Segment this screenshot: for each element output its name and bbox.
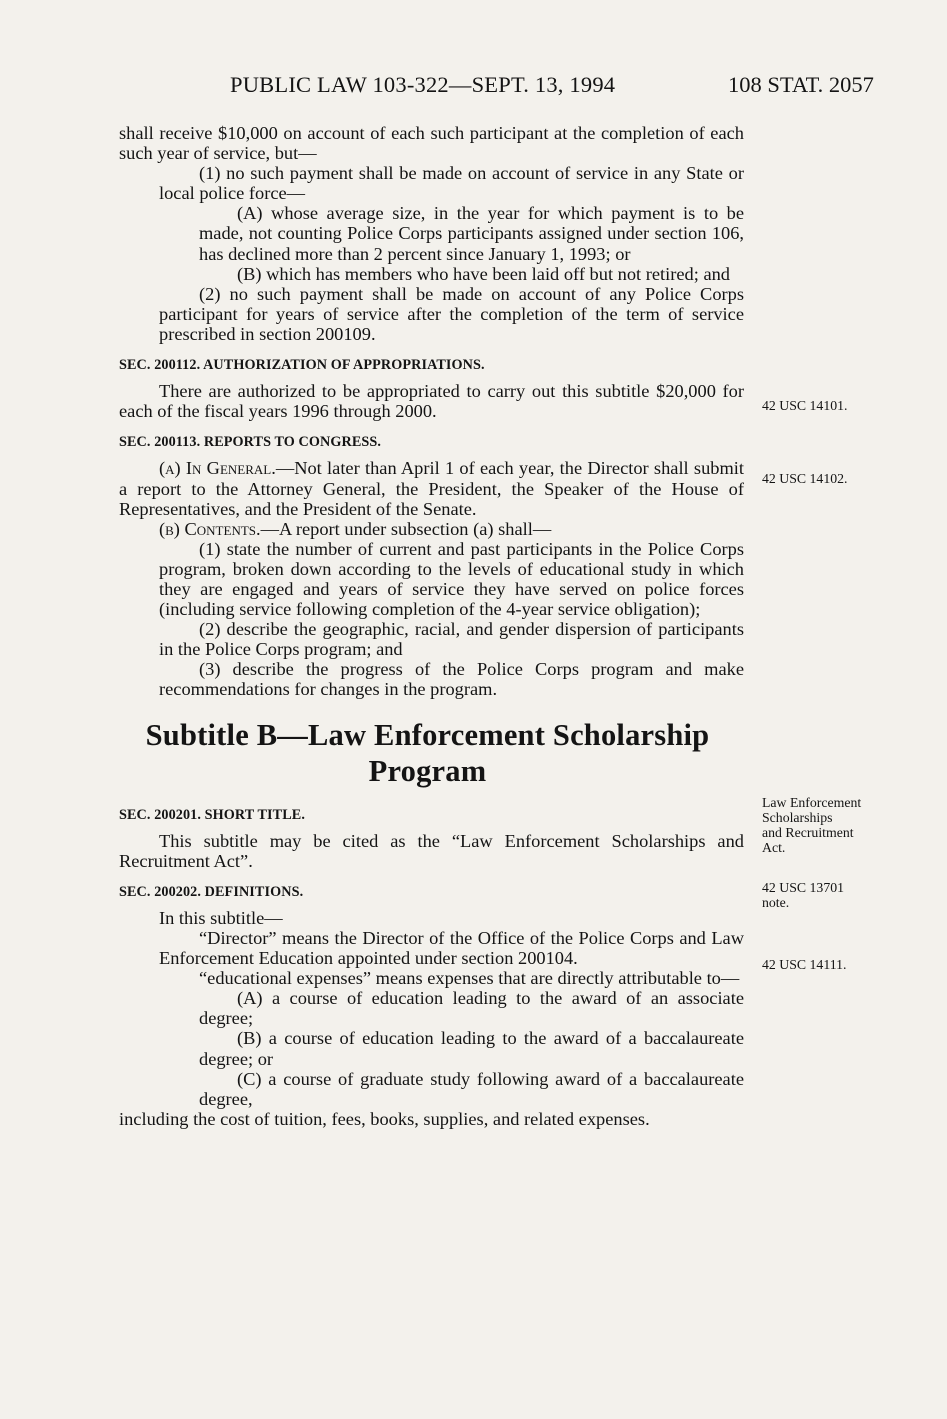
paragraph-short-title: This subtitle may be cited as the “Law Enforcement Scholarships and Recruitment Act”. xyxy=(119,830,744,871)
definition-item-b: (B) a course of education leading to the award of a baccalaureate degree; or xyxy=(199,1028,744,1069)
subclause-b-laid-off: (B) which has members who have been laid off but not retired; and xyxy=(237,263,730,284)
section-heading-200201: SEC. 200201. SHORT TITLE. xyxy=(119,806,305,823)
section-heading-200113: SEC. 200113. REPORTS TO CONGRESS. xyxy=(119,434,382,451)
paragraph-payment-terms: shall receive $10,000 on account of each such participant at the completion of each such year of service, but— xyxy=(119,123,744,164)
subsection-a-in-general xyxy=(119,458,744,518)
subsection-b-contents xyxy=(119,519,744,539)
definition-director: “Director” means the Director of the Office of the Police Corps and Law Enforcement Education appointed under section 200104. xyxy=(159,928,744,969)
subsection-b-text: —A report under subsection (a) shall— xyxy=(260,518,552,539)
subsection-b-label: (b) Contents. xyxy=(159,518,261,539)
margin-note-line: Scholarships xyxy=(762,810,833,825)
margin-note-42-usc-14101: 42 USC 14101. xyxy=(762,398,848,413)
running-header-title: PUBLIC LAW 103-322—SEPT. 13, 1994 xyxy=(230,72,616,97)
definition-item-c: (C) a course of graduate study following award of a baccalaureate degree, xyxy=(199,1068,744,1109)
subtitle-b-heading: Subtitle B—Law Enforcement Scholarship Program xyxy=(145,717,710,788)
margin-note-line: note. xyxy=(762,895,790,910)
clause-2-term-of-service: (2) no such payment shall be made on account of any Police Corps participant for years of service after the completion of the term of service prescribed in section 200109. xyxy=(159,283,744,344)
subsection-a-text: —Not later than April 1 of each year, the Director shall submit a report to the Attorney General, the President, the Speaker of the House of Representatives, and the President of the Senate. xyxy=(119,458,744,519)
margin-note-42-usc-14111: 42 USC 14111. xyxy=(762,957,847,972)
margin-note-short-title-act xyxy=(762,795,861,855)
margin-note-line: and Recruitment xyxy=(762,825,854,840)
subsection-a-label: (a) In General. xyxy=(159,458,276,479)
contents-item-2: (2) describe the geographic, racial, and gender dispersion of participants in the Police Corps program; and xyxy=(159,619,744,660)
margin-note-line: Act. xyxy=(762,840,786,855)
running-header-stat-page: 108 STAT. 2057 xyxy=(728,72,874,97)
contents-item-3: (3) describe the progress of the Police Corps program and make recommendations for changes in the program. xyxy=(159,659,744,700)
section-heading-200202: SEC. 200202. DEFINITIONS. xyxy=(119,883,304,900)
section-heading-200112: SEC. 200112. AUTHORIZATION OF APPROPRIATIONS. xyxy=(119,357,485,374)
definition-educational-expenses: “educational expenses” means expenses that are directly attributable to— xyxy=(199,968,740,989)
margin-note-line: Law Enforcement xyxy=(762,795,862,810)
paragraph-in-this-subtitle: In this subtitle— xyxy=(159,907,283,928)
margin-note-42-usc-14102: 42 USC 14102. xyxy=(762,471,848,486)
margin-note-line: 42 USC 13701 xyxy=(762,880,845,895)
contents-item-1: (1) state the number of current and past participants in the Police Corps program, broken down according to the levels of educational study in which they are engaged and years of service they have served on police forces (including service following completion of the 4-year service obligation); xyxy=(159,538,744,620)
main-text-column xyxy=(119,123,744,1129)
paragraph-appropriations: There are authorized to be appropriated to carry out this subtitle $20,000 for each of the fiscal years 1996 through 2000. xyxy=(119,381,744,422)
definition-item-a: (A) a course of education leading to the award of an associate degree; xyxy=(199,988,744,1029)
paragraph-including-costs: including the cost of tuition, fees, books, supplies, and related expenses. xyxy=(119,1108,650,1129)
subclause-a-average-size: (A) whose average size, in the year for which payment is to be made, not counting Police Corps participants assigned under section 106, has declined more than 2 percent since January 1, 1993; or xyxy=(199,203,744,264)
clause-1-state-police-force: (1) no such payment shall be made on account of service in any State or local police force— xyxy=(159,163,744,204)
margin-note-42-usc-13701 xyxy=(762,880,844,910)
